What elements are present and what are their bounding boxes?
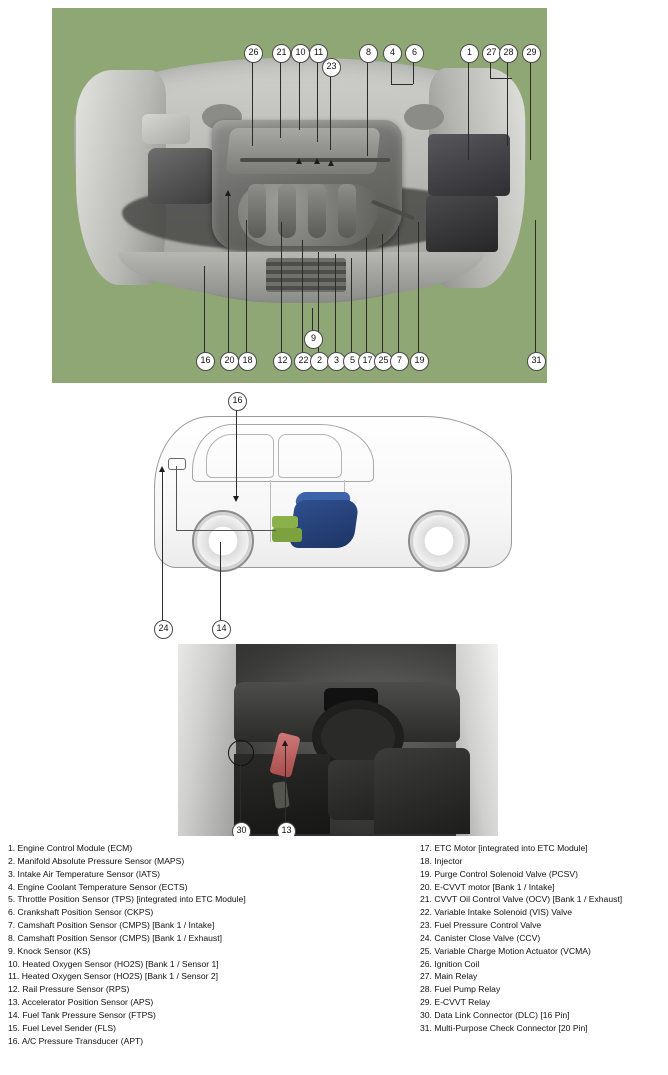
legend-item: 19. Purge Control Solenoid Valve (PCSV) — [420, 868, 578, 879]
leader-line — [280, 60, 281, 138]
callout-14[interactable]: 14 — [212, 620, 231, 639]
leader-line — [162, 470, 163, 620]
arrow-head — [282, 740, 288, 746]
vehicle-side-view-figure — [120, 392, 540, 642]
driver-door — [178, 644, 236, 836]
legend-item: 3. Intake Air Temperature Sensor (IATS) — [8, 868, 161, 879]
callout-23[interactable]: 23 — [322, 58, 341, 77]
legend-item: 15. Fuel Level Sender (FLS) — [8, 1022, 116, 1033]
callout-10[interactable]: 10 — [291, 44, 310, 63]
legend-item: 7. Camshaft Position Sensor (CMPS) [Bank 1 / Intake] — [8, 920, 215, 931]
leader-line — [330, 74, 331, 150]
callout-1[interactable]: 1 — [460, 44, 479, 63]
callout-28[interactable]: 28 — [499, 44, 518, 63]
callout-22[interactable]: 22 — [294, 352, 313, 371]
legend-item: 17. ETC Motor [integrated into ETC Module] — [420, 843, 588, 853]
arrow-head — [296, 158, 302, 164]
callout-24[interactable]: 24 — [154, 620, 173, 639]
battery — [428, 134, 510, 196]
legend-item: 14. Fuel Tank Pressure Sensor (FTPS) — [8, 1009, 156, 1020]
callout-29[interactable]: 29 — [522, 44, 541, 63]
legend-item: 22. Variable Intake Solenoid (VIS) Valve — [420, 907, 573, 918]
leader-line — [398, 226, 399, 352]
canister-upper — [272, 516, 298, 528]
leader-line — [285, 744, 286, 822]
callout-20[interactable]: 20 — [220, 352, 239, 371]
interior-figure — [178, 644, 498, 836]
cylinder-head-cover — [226, 128, 381, 174]
intake-runner-4 — [338, 184, 356, 238]
intake-runner-1 — [248, 184, 266, 238]
legend-item: 24. Canister Close Valve (CCV) — [420, 932, 541, 943]
legend-item: 16. A/C Pressure Transducer (APT) — [8, 1035, 144, 1046]
leader-line — [367, 60, 368, 156]
leader-line — [246, 220, 247, 352]
front-door-seam — [270, 480, 271, 542]
leader-line — [391, 60, 392, 84]
leader-line — [220, 542, 221, 620]
arrow-head — [225, 190, 231, 196]
leader-line — [335, 254, 336, 352]
rear-door-window — [278, 434, 342, 478]
leader-line — [299, 60, 300, 130]
intake-runner-3 — [308, 184, 326, 238]
legend-item: 18. Injector — [420, 855, 463, 866]
radiator-grille — [266, 258, 346, 292]
arrow-head — [233, 496, 239, 502]
leader-line — [281, 222, 282, 352]
legend-item: 30. Data Link Connector (DLC) [16 Pin] — [420, 1009, 570, 1020]
right-strut-tower — [404, 104, 444, 130]
legend-item: 25. Variable Charge Motion Actuator (VCMA) — [420, 945, 591, 956]
callout-5[interactable]: 5 — [343, 352, 362, 371]
callout-31[interactable]: 31 — [527, 352, 546, 371]
engine-bay-figure — [52, 8, 547, 383]
callout-8[interactable]: 8 — [359, 44, 378, 63]
leader-line — [302, 240, 303, 352]
leader-line — [204, 266, 205, 352]
leader-line — [252, 60, 253, 146]
legend-item: 31. Multi-Purpose Check Connector [20 Pin] — [420, 1022, 588, 1033]
leader-line — [413, 60, 414, 84]
leader-line — [382, 234, 383, 352]
legend-left-column — [8, 842, 412, 1048]
leader-line — [490, 78, 512, 79]
leader-line — [351, 258, 352, 352]
legend-item: 29. E-CVVT Relay — [420, 997, 491, 1008]
driver-seat — [374, 748, 470, 834]
legend-item: 4. Engine Coolant Temperature Sensor (ECTS) — [8, 881, 188, 892]
legend-item: 10. Heated Oxygen Sensor (HO2S) [Bank 1 / Sensor 1] — [8, 958, 219, 969]
callout-26[interactable]: 26 — [244, 44, 263, 63]
leader-line — [468, 60, 469, 160]
callout-30[interactable]: 30 — [232, 822, 251, 836]
vapor-line — [176, 530, 276, 531]
front-door-window — [206, 434, 274, 478]
callout-12[interactable]: 12 — [273, 352, 292, 371]
legend-item: 12. Rail Pressure Sensor (RPS) — [8, 984, 130, 995]
legend-item: 6. Crankshaft Position Sensor (CKPS) — [8, 907, 154, 918]
legend-item: 11. Heated Oxygen Sensor (HO2S) [Bank 1 / Sensor 2] — [8, 971, 219, 982]
front-wheel — [192, 510, 254, 572]
air-cleaner-assembly — [148, 148, 214, 204]
legend-item: 13. Accelerator Position Sensor (APS) — [8, 997, 154, 1008]
leader-line — [366, 238, 367, 352]
engine-room-junction-box — [426, 196, 498, 252]
arrow-head — [328, 160, 334, 166]
callout-16[interactable]: 16 — [196, 352, 215, 371]
callout-19[interactable]: 19 — [410, 352, 429, 371]
leader-line — [236, 406, 237, 500]
leader-line — [240, 764, 241, 822]
legend-item: 8. Camshaft Position Sensor (CMPS) [Bank 1 / Exhaust] — [8, 932, 222, 943]
callout-2[interactable]: 2 — [310, 352, 329, 371]
legend-item: 28. Fuel Pump Relay — [420, 984, 501, 995]
leader-line — [530, 60, 531, 160]
callout-13[interactable]: 13 — [277, 822, 296, 836]
legend-item: 5. Throttle Position Sensor (TPS) [integrated into ETC Module] — [8, 894, 246, 905]
callout-9[interactable]: 9 — [304, 330, 323, 349]
dlc-highlight-circle — [228, 740, 254, 766]
leader-line — [228, 194, 229, 352]
legend-item: 2. Manifold Absolute Pressure Sensor (MAPS) — [8, 855, 185, 866]
callout-27[interactable]: 27 — [482, 44, 501, 63]
legend-item: 1. Engine Control Module (ECM) — [8, 843, 133, 853]
legend-item: 9. Knock Sensor (KS) — [8, 945, 91, 956]
coolant-reservoir — [142, 114, 190, 144]
legend-item: 20. E-CVVT motor [Bank 1 / Intake] — [420, 881, 555, 892]
leader-line — [391, 84, 413, 85]
callout-16-vehicle[interactable]: 16 — [228, 392, 247, 411]
arrow-head — [314, 158, 320, 164]
legend-item: 27. Main Relay — [420, 971, 478, 982]
legend-item: 21. CVVT Oil Control Valve (OCV) [Bank 1 / Exhaust] — [420, 894, 623, 905]
callout-11[interactable]: 11 — [309, 44, 328, 63]
callout-25[interactable]: 25 — [374, 352, 393, 371]
fuel-filler-hose — [176, 466, 177, 530]
callout-4[interactable]: 4 — [383, 44, 402, 63]
leader-line — [317, 60, 318, 142]
callout-7[interactable]: 7 — [390, 352, 409, 371]
rear-wheel — [408, 510, 470, 572]
component-legend — [0, 842, 668, 1075]
leader-line — [418, 222, 419, 352]
callout-3[interactable]: 3 — [327, 352, 346, 371]
arrow-head — [159, 466, 165, 472]
legend-item: 23. Fuel Pressure Control Valve — [420, 920, 542, 931]
callout-18[interactable]: 18 — [238, 352, 257, 371]
leader-line — [535, 220, 536, 352]
canister — [272, 528, 302, 542]
legend-right-column — [420, 842, 664, 1035]
leader-line — [507, 60, 508, 146]
callout-6[interactable]: 6 — [405, 44, 424, 63]
legend-item: 26. Ignition Coil — [420, 958, 480, 969]
callout-21[interactable]: 21 — [272, 44, 291, 63]
callout-17[interactable]: 17 — [358, 352, 377, 371]
